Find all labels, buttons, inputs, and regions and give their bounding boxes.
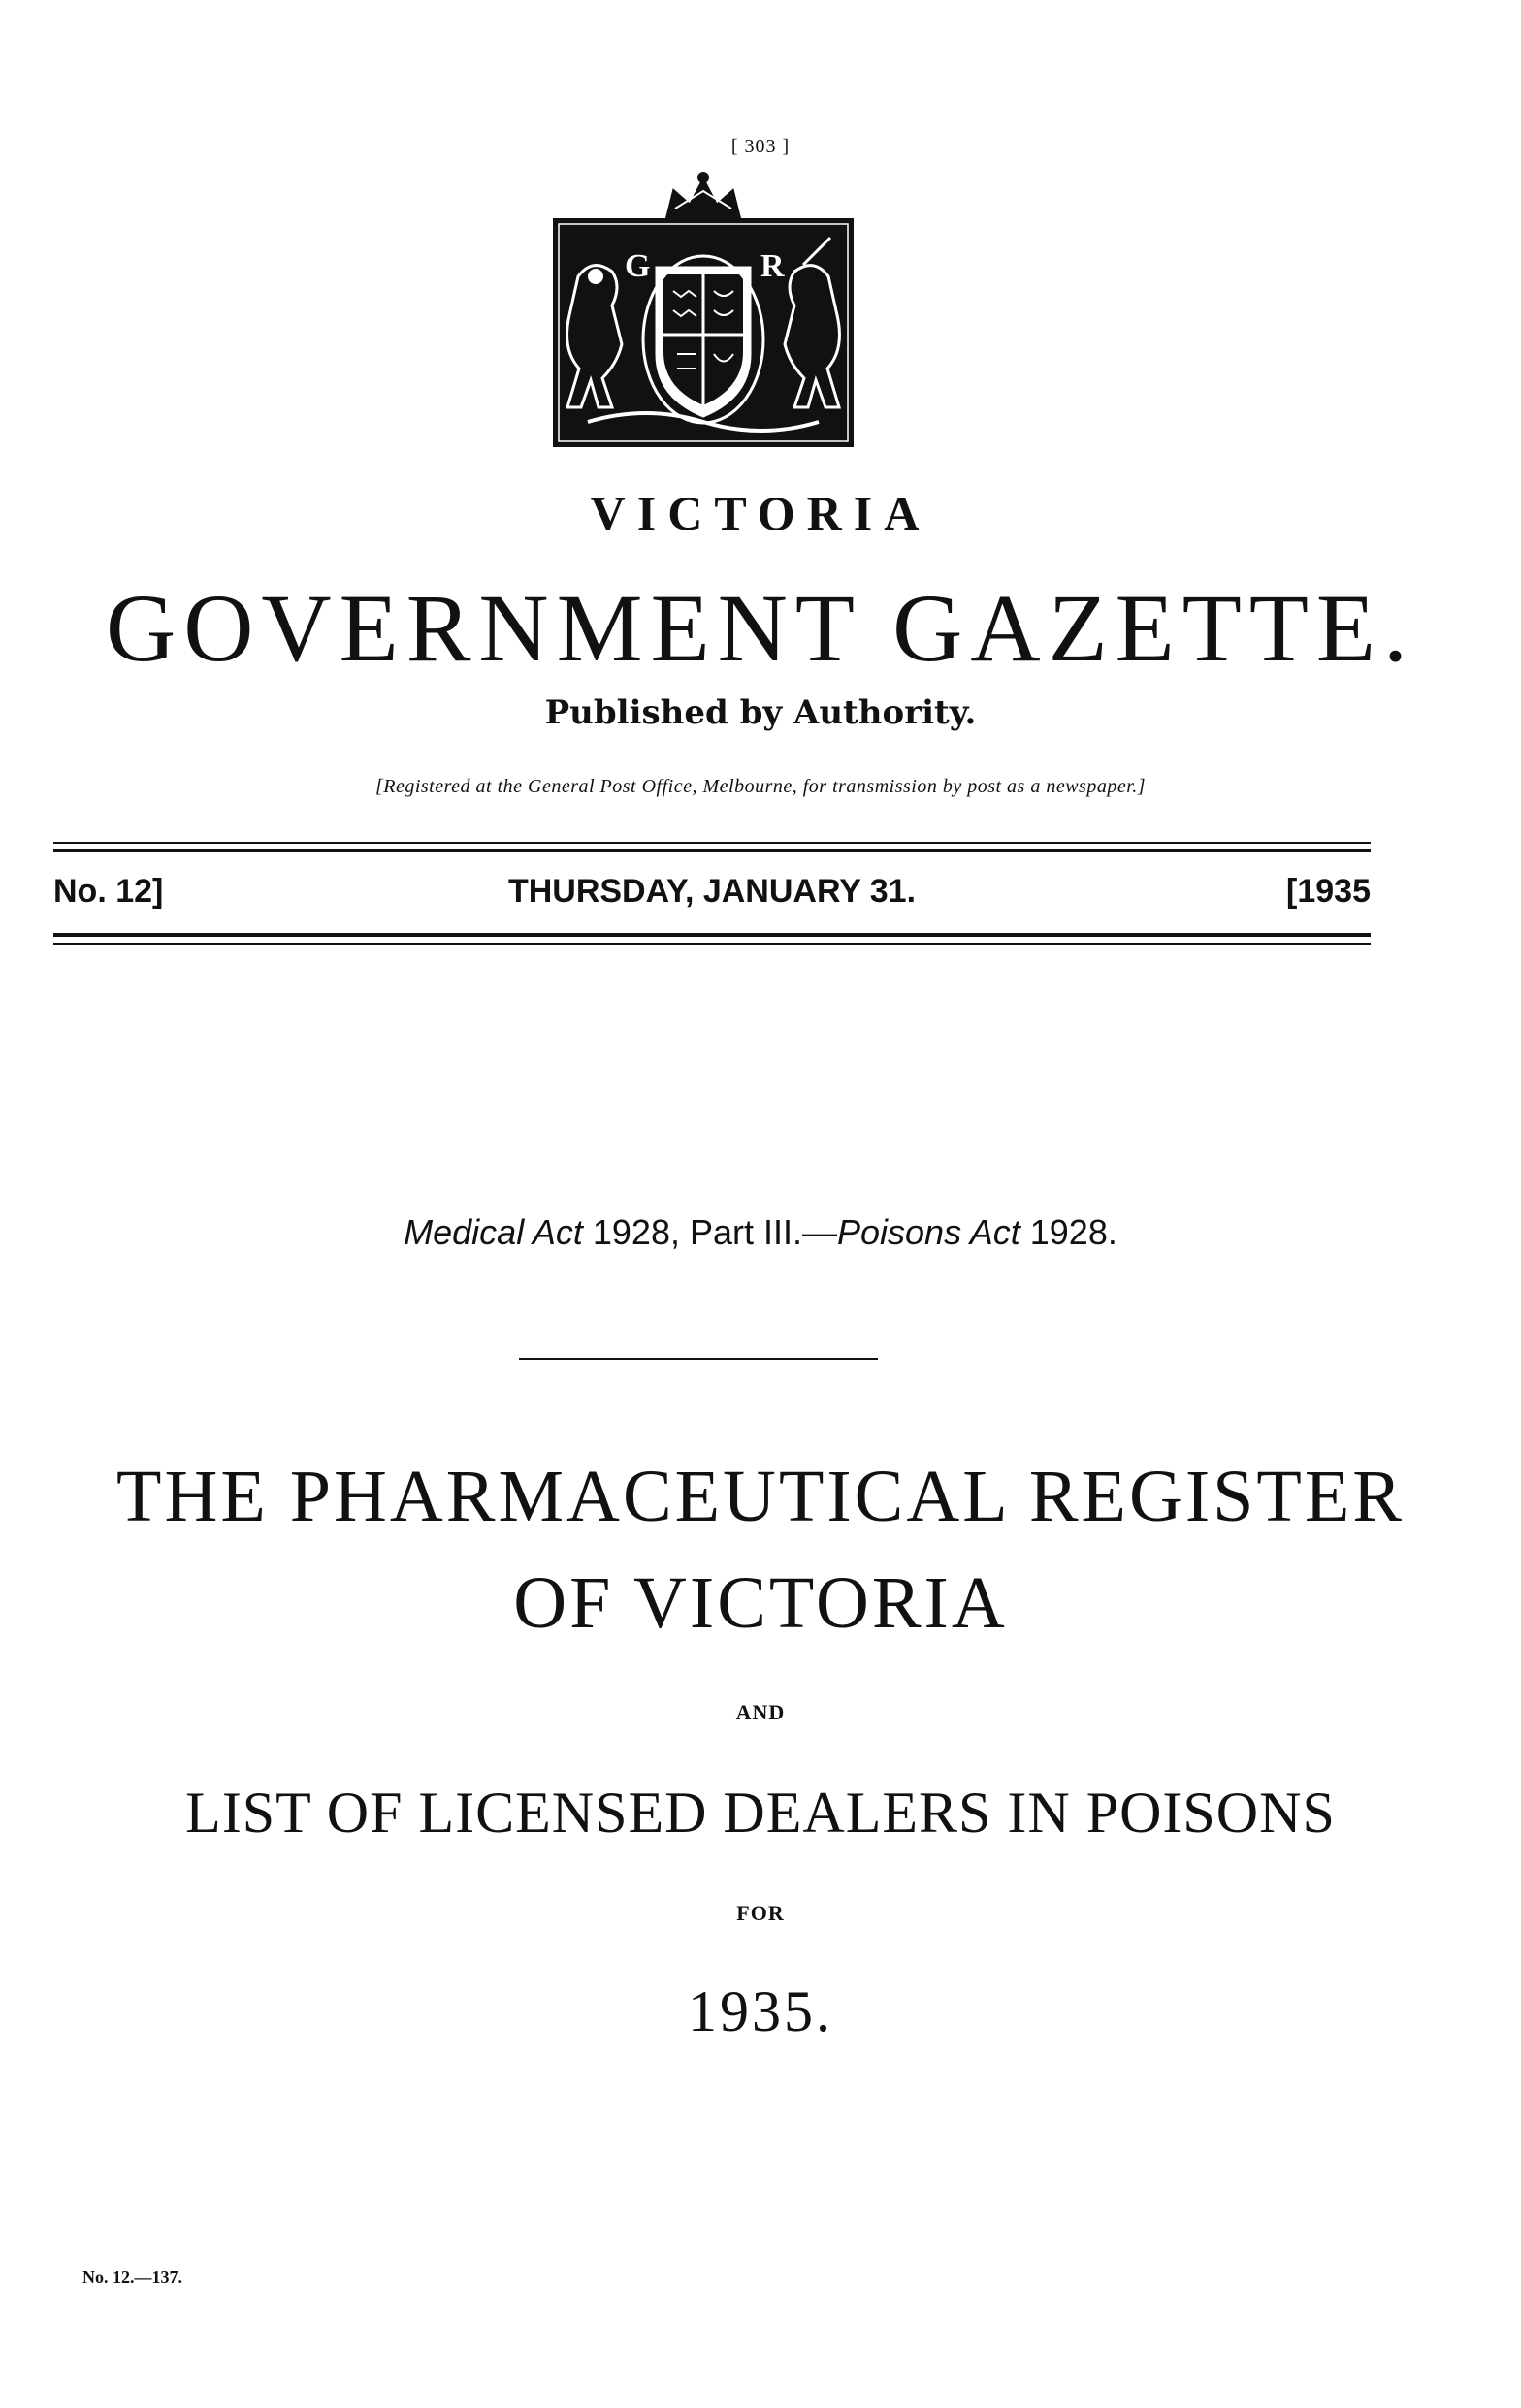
act-reference bbox=[0, 1212, 1521, 1253]
gazette-title: GOVERNMENT GAZETTE. bbox=[106, 574, 1415, 682]
cipher-left: G bbox=[625, 248, 651, 284]
register-title-line-1: THE PHARMACEUTICAL REGISTER bbox=[116, 1456, 1405, 1537]
header-rule bbox=[53, 933, 1371, 937]
issue-year: [1935 bbox=[1286, 873, 1371, 910]
header-rule bbox=[53, 849, 1371, 852]
footer-reference: No. 12.—137. bbox=[82, 2267, 182, 2287]
act-name-poisons: Poisons Act bbox=[837, 1212, 1020, 1252]
state-title: VICTORIA bbox=[590, 486, 931, 540]
royal-coat-of-arms-emblem bbox=[549, 170, 858, 451]
register-year: 1935. bbox=[688, 1979, 833, 2043]
dealers-list-title: LIST OF LICENSED DEALERS IN POISONS bbox=[185, 1781, 1336, 1845]
header-rule bbox=[53, 842, 1371, 844]
page-number: [ 303 ] bbox=[730, 136, 791, 157]
act-part: 1928, Part III.— bbox=[582, 1212, 837, 1252]
act-year: 1928. bbox=[1019, 1212, 1117, 1252]
act-name-medical: Medical Act bbox=[404, 1212, 583, 1252]
issue-date: THURSDAY, JANUARY 31. bbox=[507, 873, 917, 910]
section-divider bbox=[519, 1358, 878, 1360]
published-by-authority: Published by Authority. bbox=[544, 693, 977, 732]
register-title-line-2: OF VICTORIA bbox=[513, 1562, 1008, 1644]
registration-notice: [Registered at the General Post Office, Melbourne, for transmission by post as a newspaper.] bbox=[374, 776, 1147, 797]
issue-number: No. 12] bbox=[53, 873, 164, 910]
conjunction-and: AND bbox=[735, 1700, 786, 1724]
header-rule bbox=[53, 943, 1371, 945]
cipher-right: R bbox=[760, 248, 785, 284]
preposition-for: FOR bbox=[736, 1901, 785, 1925]
